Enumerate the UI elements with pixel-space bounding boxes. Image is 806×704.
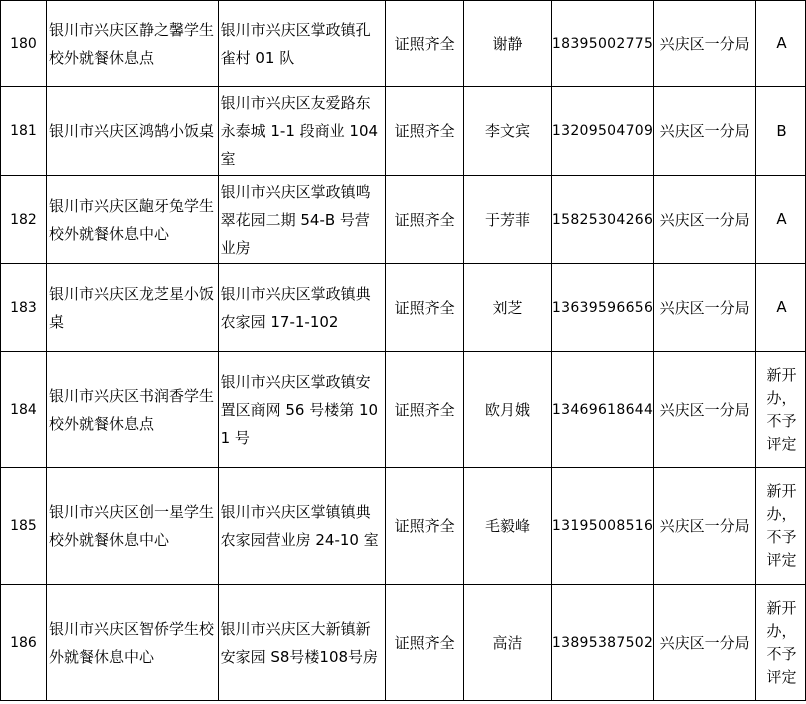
license-status: 证照齐全: [386, 1, 464, 87]
business-address: 银川市兴庆区掌政镇鸣翠花园二期 54-B 号营业房: [218, 176, 386, 264]
supervising-bureau: 兴庆区一分局: [654, 352, 756, 468]
row-number: 182: [1, 176, 47, 264]
supervising-bureau: 兴庆区一分局: [654, 585, 756, 701]
table-body: [1, 1, 806, 701]
responsible-person: 于芳菲: [464, 176, 552, 264]
responsible-person: 刘芝: [464, 264, 552, 352]
business-name: 银川市兴庆区创一星学生校外就餐休息中心: [46, 468, 218, 585]
table-row: [1, 585, 806, 701]
supervising-bureau: 兴庆区一分局: [654, 468, 756, 585]
table-row: [1, 468, 806, 585]
business-address: 银川市兴庆区掌政镇孔雀村 01 队: [218, 1, 386, 87]
table-row: [1, 352, 806, 468]
responsible-person: 李文宾: [464, 87, 552, 176]
row-number: 180: [1, 1, 47, 87]
license-status: 证照齐全: [386, 176, 464, 264]
business-name: 银川市兴庆区鸿鹄小饭桌: [46, 87, 218, 176]
license-status: 证照齐全: [386, 585, 464, 701]
phone-number: 13209504709: [551, 87, 653, 176]
license-status: 证照齐全: [386, 352, 464, 468]
business-name: 银川市兴庆区龅牙兔学生校外就餐休息中心: [46, 176, 218, 264]
supervising-bureau: 兴庆区一分局: [654, 264, 756, 352]
business-address: 银川市兴庆区掌政镇安置区商网 56 号楼第 101 号: [218, 352, 386, 468]
responsible-person: 欧月娥: [464, 352, 552, 468]
row-number: 186: [1, 585, 47, 701]
phone-number: 13895387502: [551, 585, 653, 701]
supervising-bureau: 兴庆区一分局: [654, 1, 756, 87]
row-number: 185: [1, 468, 47, 585]
phone-number: 18395002775: [551, 1, 653, 87]
rating-level: A: [755, 264, 805, 352]
phone-number: 13469618644: [551, 352, 653, 468]
business-address: 银川市兴庆区大新镇新安家园 S8号楼108号房: [218, 585, 386, 701]
license-status: 证照齐全: [386, 468, 464, 585]
rating-level: A: [755, 176, 805, 264]
business-name: 银川市兴庆区智侨学生校外就餐休息中心: [46, 585, 218, 701]
responsible-person: 毛毅峰: [464, 468, 552, 585]
table-row: [1, 264, 806, 352]
license-status: 证照齐全: [386, 264, 464, 352]
business-address: 银川市兴庆区友爱路东永泰城 1-1 段商业 104 室: [218, 87, 386, 176]
row-number: 183: [1, 264, 47, 352]
phone-number: 13639596656: [551, 264, 653, 352]
rating-level: 新开办，不予评定: [755, 468, 805, 585]
table-row: [1, 176, 806, 264]
table-row: [1, 87, 806, 176]
supervising-bureau: 兴庆区一分局: [654, 87, 756, 176]
rating-level: 新开办，不予评定: [755, 352, 805, 468]
rating-level: 新开办，不予评定: [755, 585, 805, 701]
business-name: 银川市兴庆区书润香学生校外就餐休息点: [46, 352, 218, 468]
rating-level: B: [755, 87, 805, 176]
license-status: 证照齐全: [386, 87, 464, 176]
phone-number: 13195008516: [551, 468, 653, 585]
business-name: 银川市兴庆区龙芝星小饭桌: [46, 264, 218, 352]
responsible-person: 高洁: [464, 585, 552, 701]
supervising-bureau: 兴庆区一分局: [654, 176, 756, 264]
row-number: 184: [1, 352, 47, 468]
rating-level: A: [755, 1, 805, 87]
responsible-person: 谢静: [464, 1, 552, 87]
table-row: [1, 1, 806, 87]
business-address: 银川市兴庆区掌镇镇典农家园营业房 24-10 室: [218, 468, 386, 585]
phone-number: 15825304266: [551, 176, 653, 264]
row-number: 181: [1, 87, 47, 176]
business-address: 银川市兴庆区掌政镇典农家园 17-1-102: [218, 264, 386, 352]
business-name: 银川市兴庆区静之馨学生校外就餐休息点: [46, 1, 218, 87]
